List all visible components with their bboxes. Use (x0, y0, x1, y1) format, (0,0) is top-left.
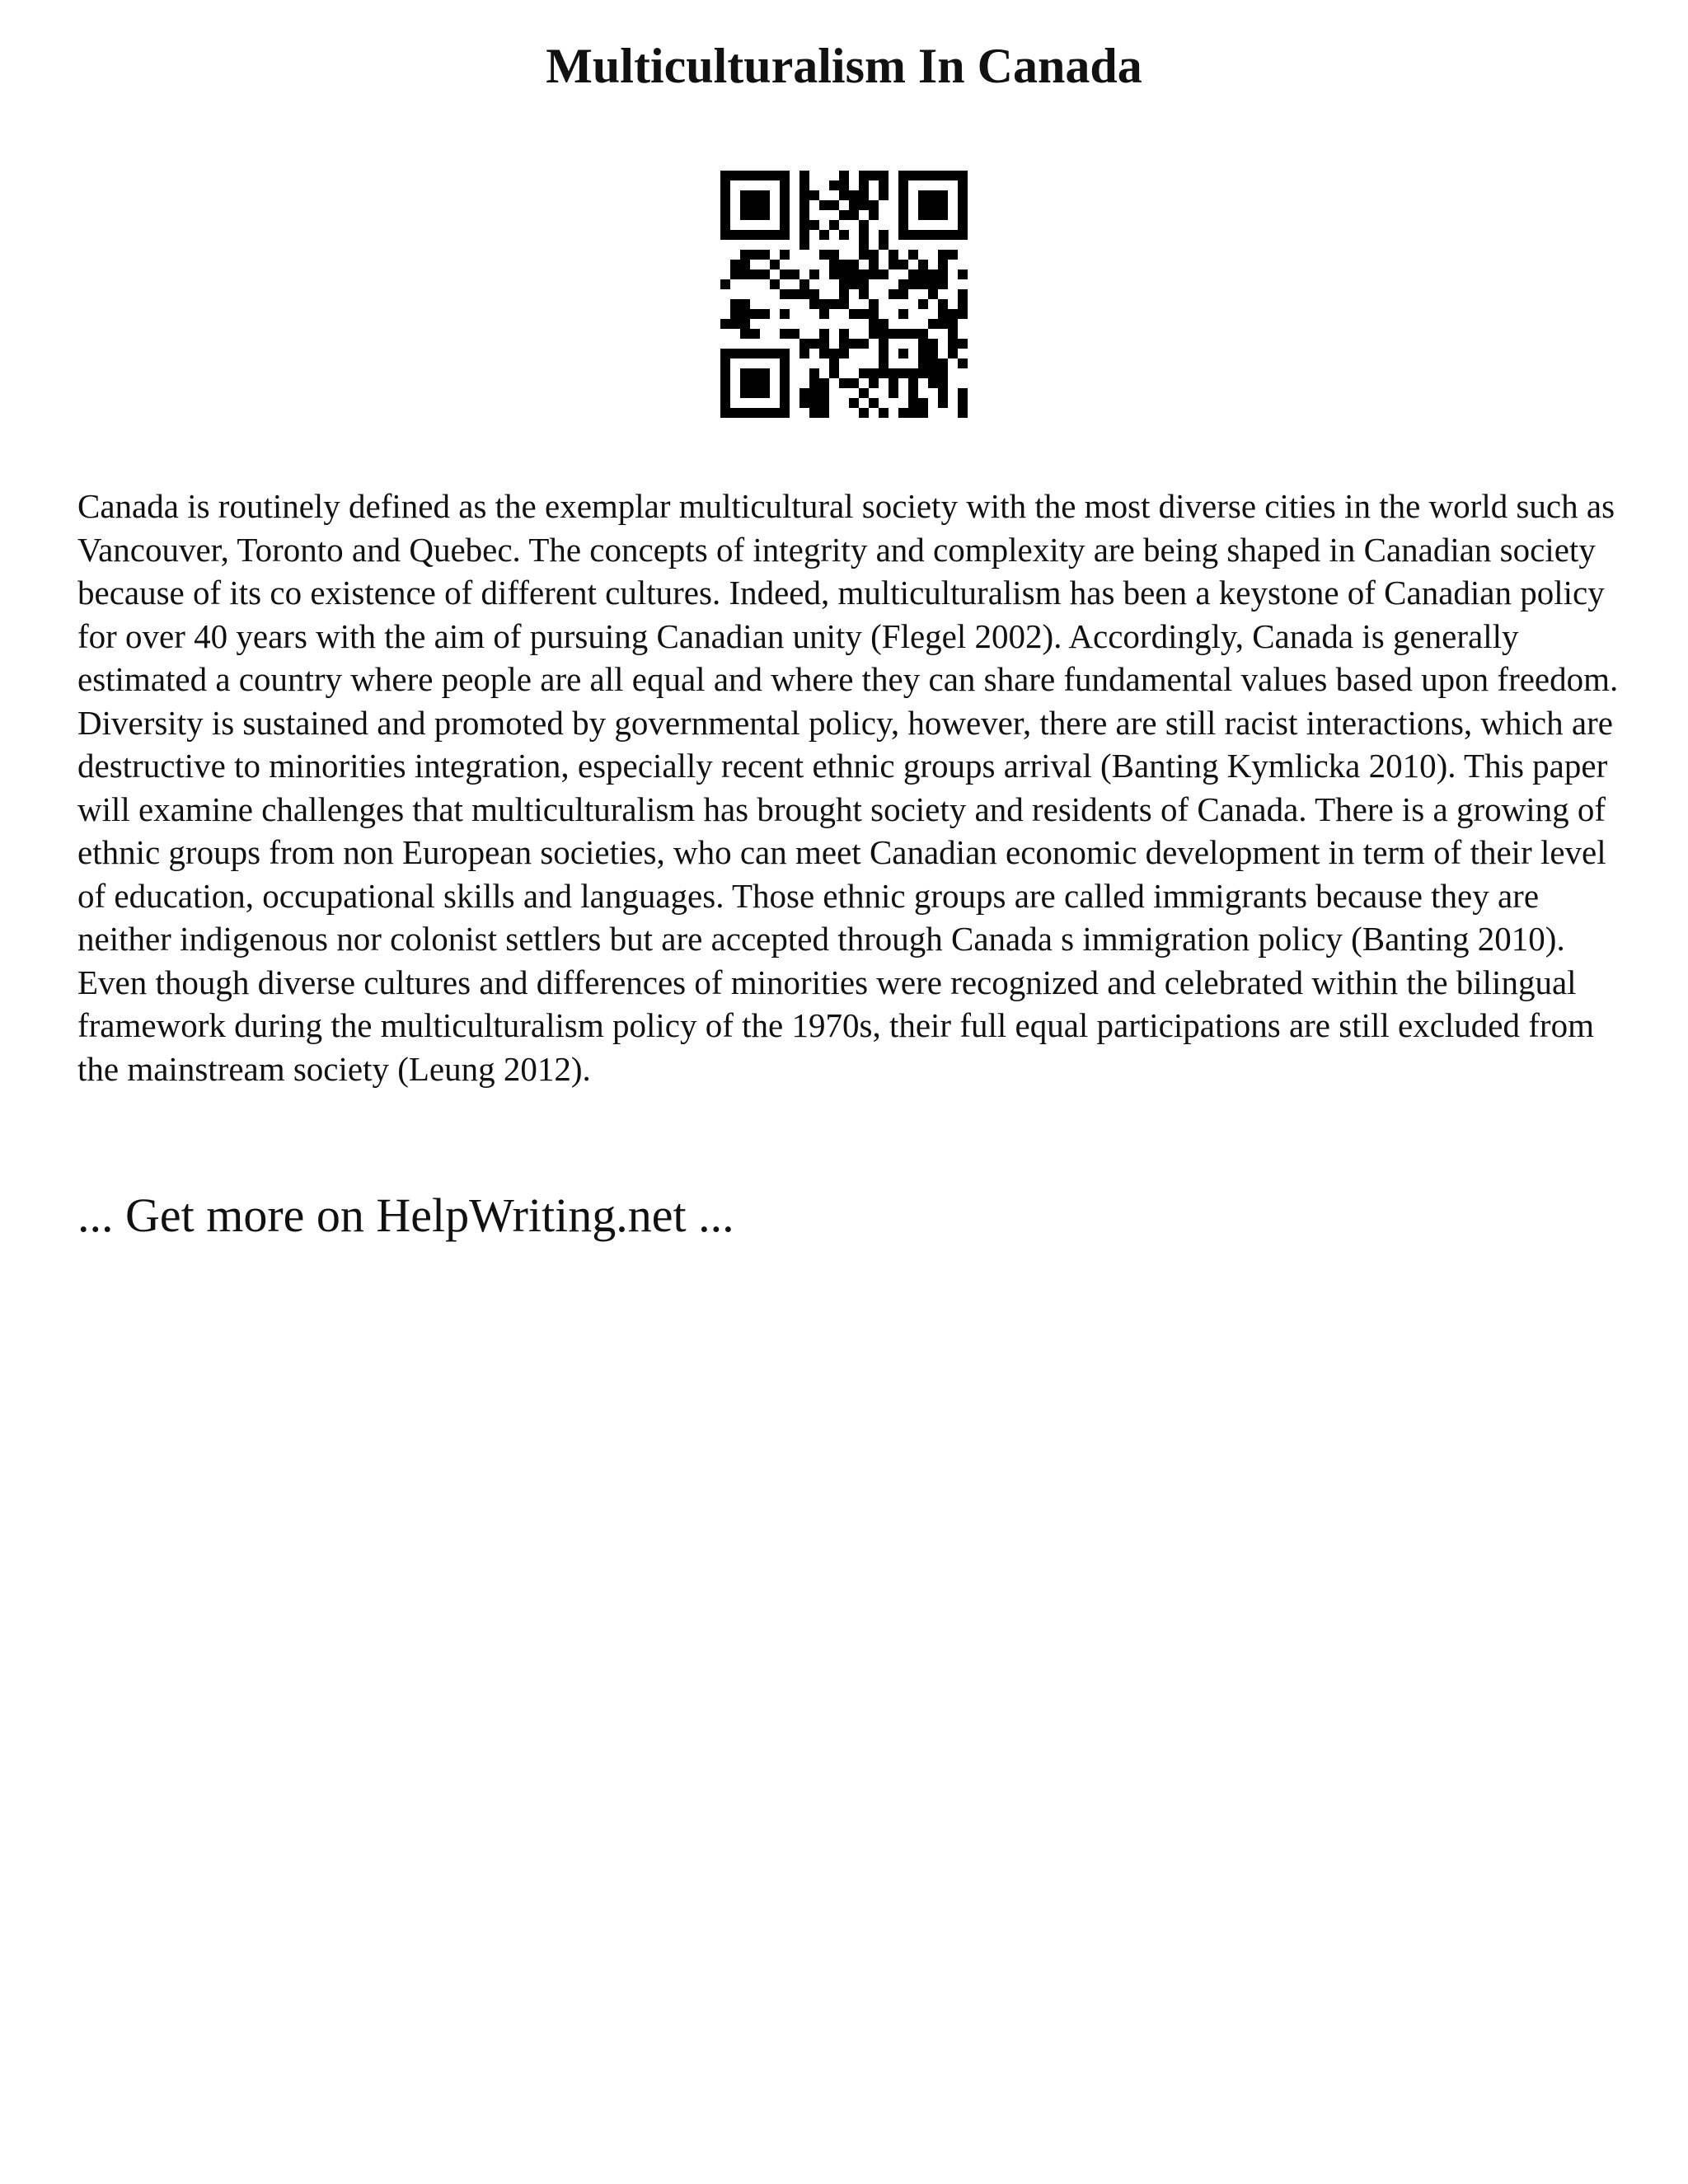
body-paragraph: Canada is routinely defined as the exemplar multicultural society with the most diverse cities in the world such as Vancouver, Toronto and Quebec. The concepts of integrity and complexity are being shaped in Canadian society because of its co existence of different cultures. Indeed, multiculturalism has been a keystone of Canadian policy for over 40 years with the aim of pursuing Canadian unity (Flegel 2002). Accordingly, Canada is generally estimated a country where people are all equal and where they can share fundamental values based upon freedom. Diversity is sustained and promoted by governmental policy, however, there are still racist interactions, which are destructive to minorities integration, especially recent ethnic groups arrival (Banting Kymlicka 2010). This paper will examine challenges that multiculturalism has brought society and residents of Canada. There is a growing of ethnic groups from non European societies, who can meet Canadian economic development in term of their level of education, occupational skills and languages. Those ethnic groups are called immigrants because they are neither indigenous nor colonist settlers but are accepted through Canada s immigration policy (Banting 2010). Even though diverse cultures and differences of minorities were recognized and celebrated within the bilingual framework during the multiculturalism policy of the 1970s, their full equal participations are still excluded from the mainstream society (Leung 2012). (77, 487, 1619, 1088)
page-title: Multiculturalism In Canada (546, 39, 1142, 93)
get-more-link[interactable]: ... Get more on HelpWriting.net ... (77, 1188, 734, 1242)
qr-code-graphic (720, 171, 968, 418)
qr-code-icon (720, 171, 968, 418)
